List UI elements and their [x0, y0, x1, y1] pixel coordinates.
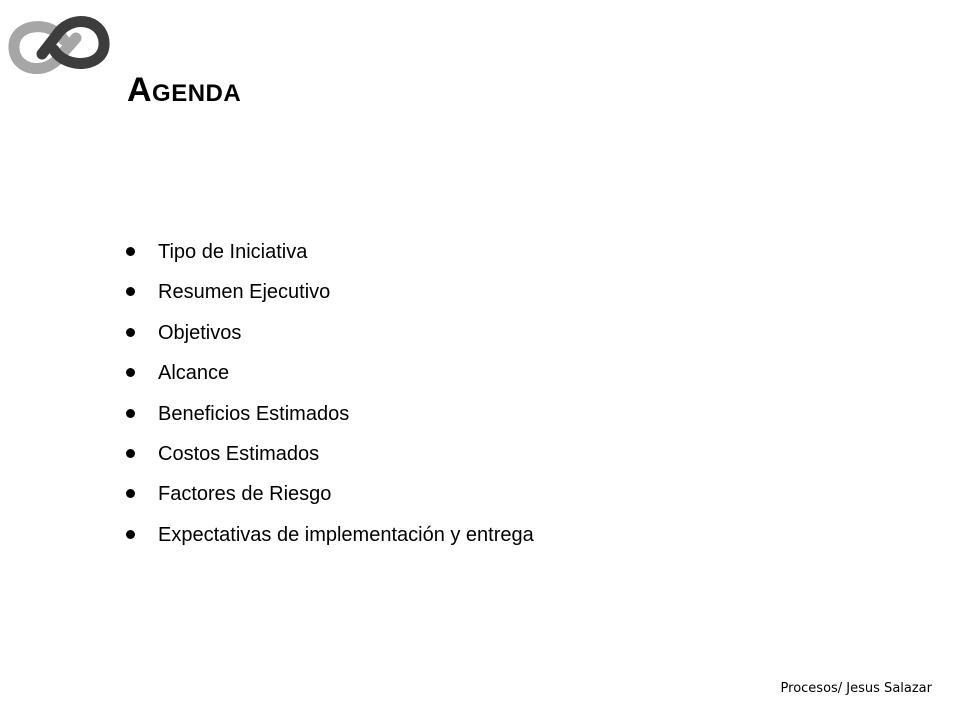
agenda-item-label: Expectativas de implementación y entrega [158, 523, 534, 546]
agenda-item-alcance [124, 355, 534, 395]
bullet-icon [126, 449, 135, 458]
footer-credit: Procesos/ Jesus Salazar [780, 681, 932, 696]
agenda-item-costos-estimados [124, 436, 534, 476]
infinity-logo-icon [6, 14, 112, 76]
agenda-item-label: Resumen Ejecutivo [158, 281, 331, 304]
agenda-item-label: Factores de Riesgo [158, 483, 332, 506]
bullet-icon [126, 368, 135, 377]
bullet-icon [126, 409, 135, 418]
agenda-item-label: Alcance [158, 362, 230, 385]
agenda-item-resumen-ejecutivo [124, 274, 534, 314]
agenda-item-factores-de-riesgo [124, 476, 534, 516]
bullet-icon [126, 489, 135, 498]
bullet-icon [126, 328, 135, 337]
agenda-item-label: Costos Estimados [158, 442, 320, 465]
bullet-icon [126, 247, 135, 256]
agenda-item-expectativas [124, 517, 534, 557]
agenda-list [124, 234, 534, 557]
agenda-item-label: Objetivos [158, 321, 242, 344]
bullet-icon [126, 530, 135, 539]
agenda-item-tipo-de-iniciativa [124, 234, 534, 274]
agenda-item-label: Tipo de Iniciativa [158, 241, 308, 263]
bullet-icon [126, 287, 135, 296]
agenda-item-objetivos [124, 315, 534, 355]
agenda-item-beneficios-estimados [124, 396, 534, 436]
agenda-item-label: Beneficios Estimados [158, 402, 350, 425]
slide-title: Agenda [127, 71, 242, 109]
